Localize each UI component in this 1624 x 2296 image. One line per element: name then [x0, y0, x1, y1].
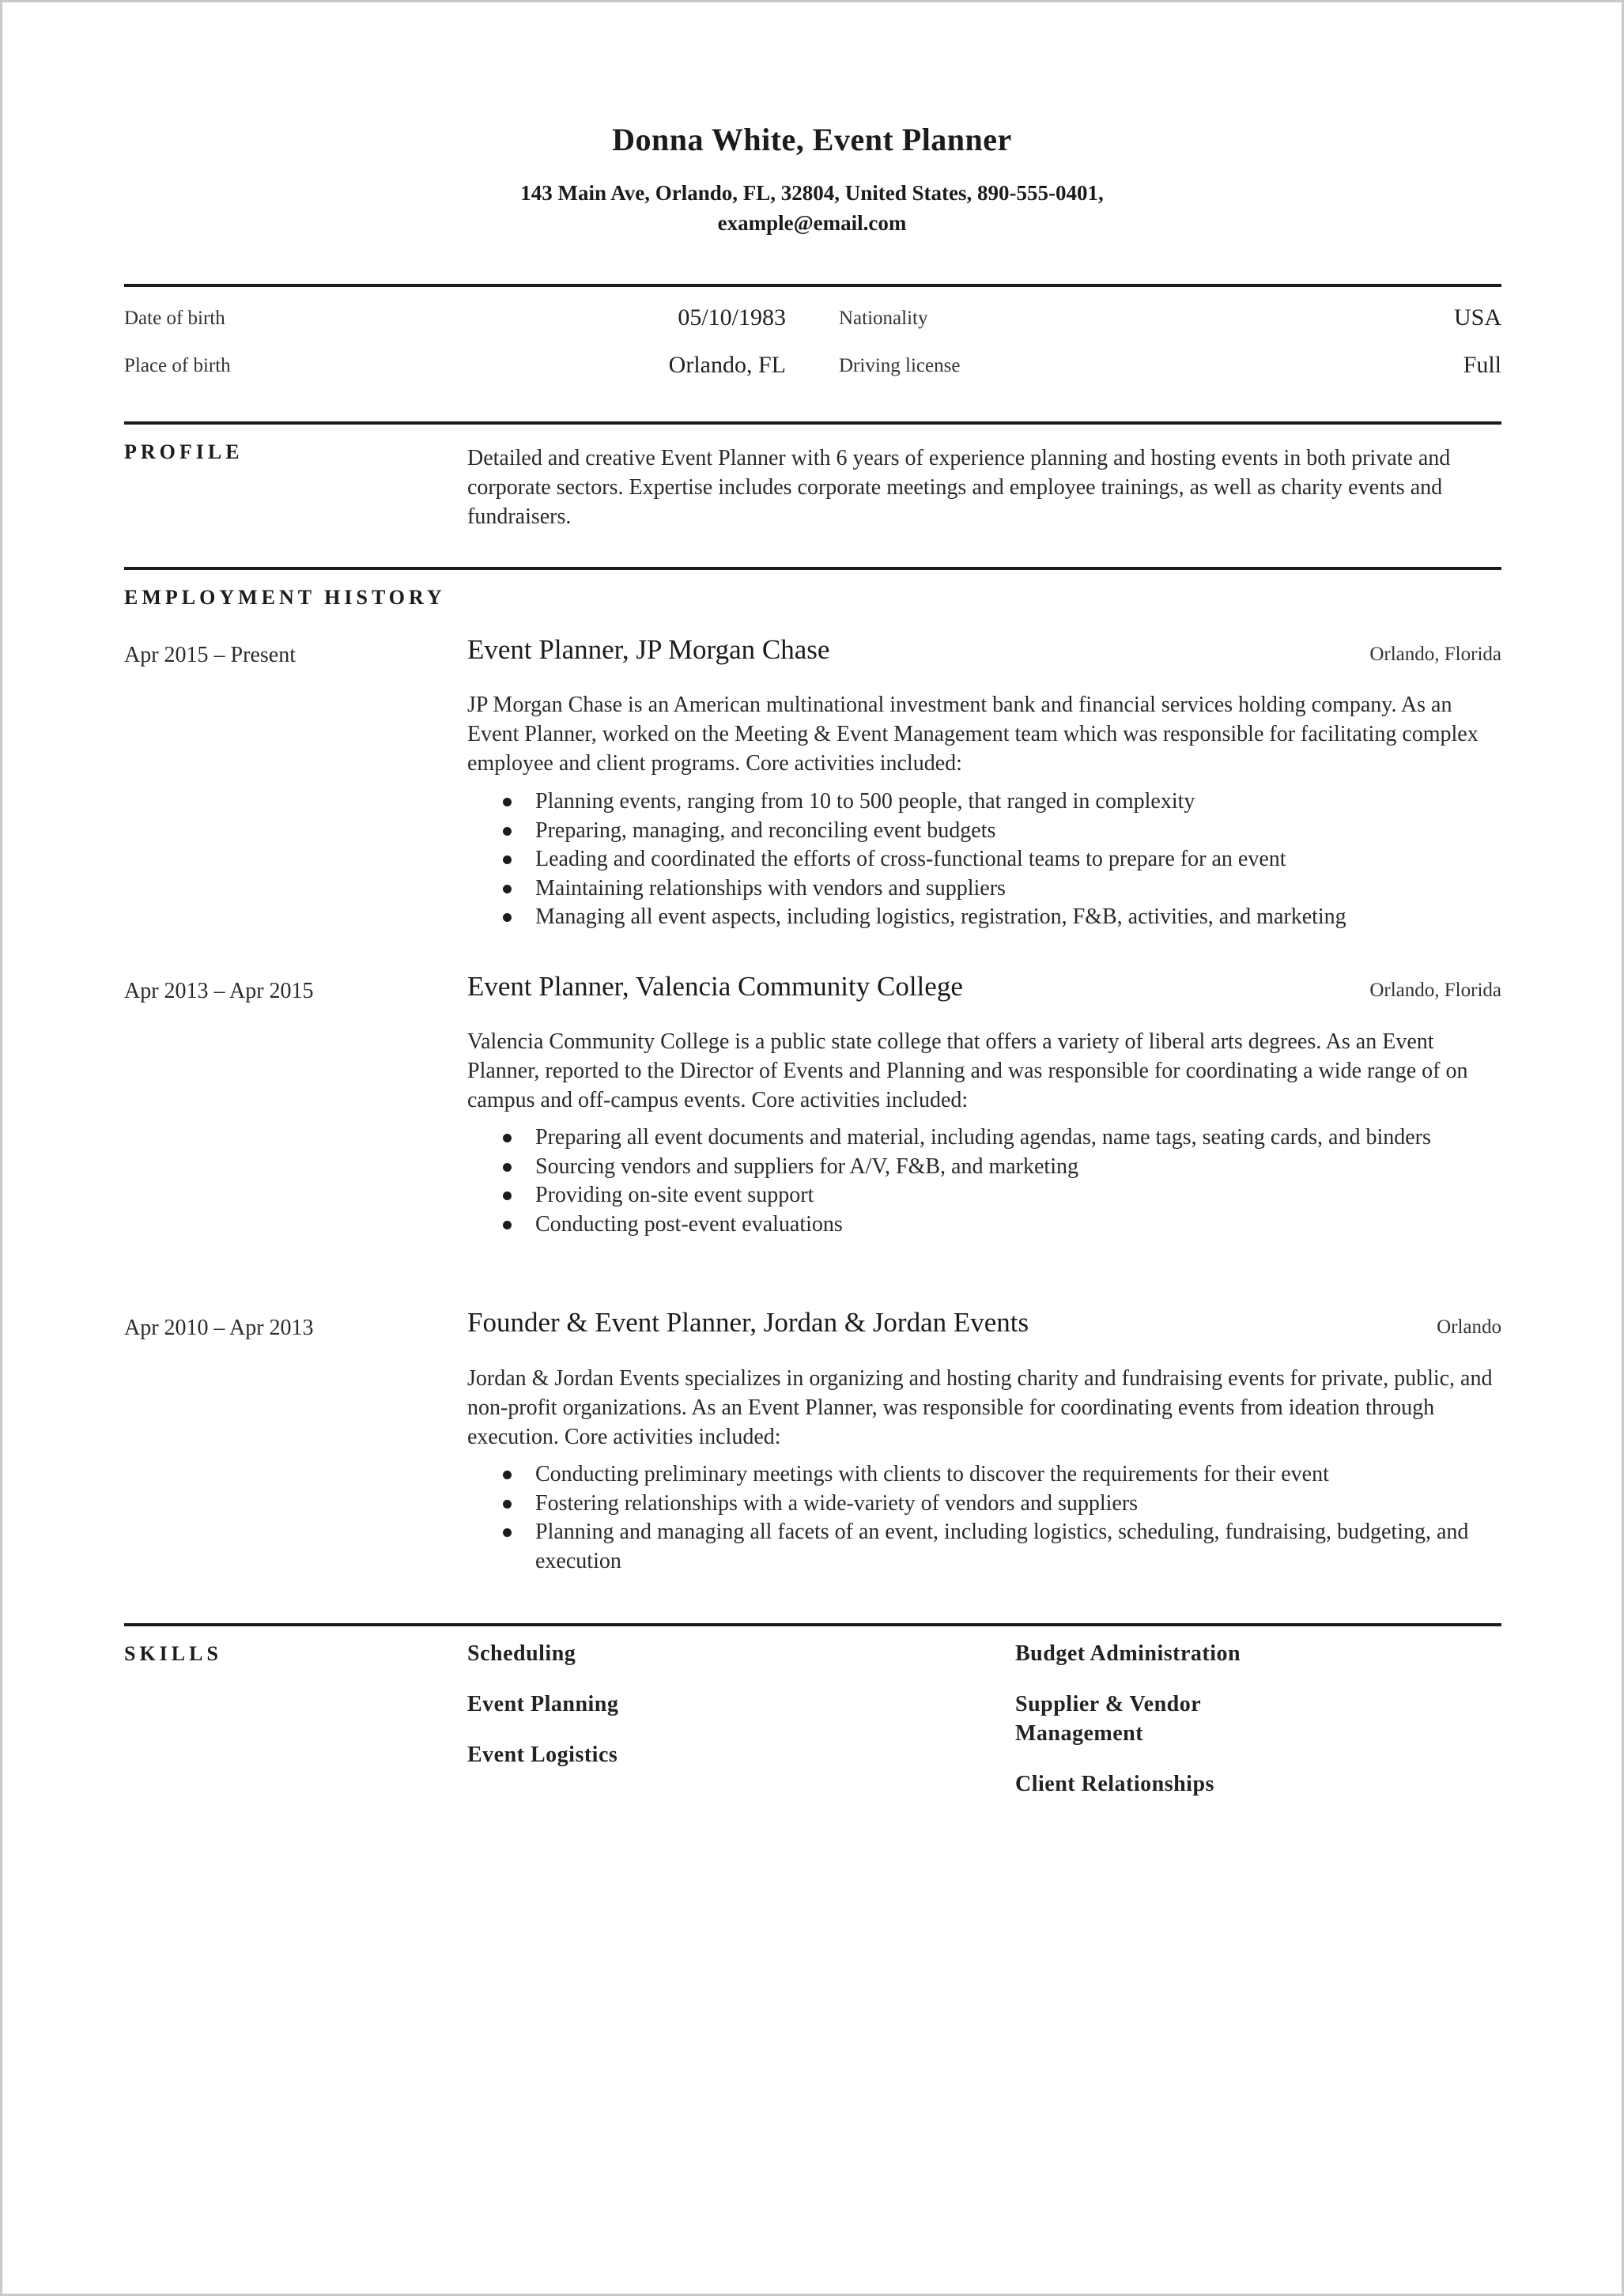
header-divider — [124, 284, 1501, 287]
dob-value: 05/10/1983 — [678, 304, 786, 330]
job-2-bullets — [467, 1123, 1524, 1239]
contact-info — [2, 178, 1622, 238]
pob-label: Place of birth — [124, 355, 231, 376]
employment-divider — [124, 567, 1501, 570]
job-2-location: Orlando, Florida — [1369, 980, 1501, 1001]
skill-item: Scheduling — [467, 1641, 576, 1666]
nationality-value: USA — [1453, 304, 1501, 330]
skill-item: Budget Administration — [1015, 1641, 1241, 1666]
skill-item: Supplier & Vendor Management — [1015, 1692, 1201, 1746]
list-item: Planning and managing all facets of an event, including logistics, scheduling, fundraising, budgeting, and execution — [535, 1518, 1524, 1576]
license-label: Driving license — [839, 355, 961, 376]
job-1-dates: Apr 2015 – Present — [124, 643, 296, 667]
list-item: Conducting preliminary meetings with clients to discover the requirements for their event — [535, 1460, 1524, 1490]
job-3-title: Founder & Event Planner, Jordan & Jordan Events — [467, 1307, 1029, 1338]
profile-text: Detailed and creative Event Planner with 6 years of experience planning and hosting events in both private and corporate sectors. Expertise includes corporate meetings and employee trainings, as well as charity events and fundraisers. — [467, 446, 1451, 529]
job-2-title: Event Planner, Valencia Community College — [467, 971, 963, 1002]
skills-divider — [124, 1623, 1501, 1626]
list-item: Conducting post-event evaluations — [535, 1210, 1524, 1240]
contact-email: example@email.com — [717, 211, 907, 235]
skills-heading: SKILLS — [124, 1642, 222, 1665]
job-1-title: Event Planner, JP Morgan Chase — [467, 634, 830, 665]
nationality-label: Nationality — [839, 308, 928, 329]
list-item: Preparing, managing, and reconciling event budgets — [535, 817, 1524, 846]
candidate-name: Donna White, Event Planner — [612, 122, 1012, 157]
list-item: Fostering relationships with a wide-variety of vendors and suppliers — [535, 1490, 1524, 1519]
job-3-location: Orlando — [1437, 1316, 1501, 1338]
job-2-description: Valencia Community College is a public state college that offers a variety of liberal arts degrees. As an Event Planner, reported to the Director of Events and Planning and was responsible for coordinating a wide range of on campus and off-campus events. Core activities included: — [467, 1029, 1468, 1112]
list-item: Leading and coordinated the efforts of cross-functional teams to prepare for an event — [535, 845, 1524, 874]
resume-page — [2, 2, 1622, 2294]
list-item: Providing on-site event support — [535, 1181, 1524, 1210]
skill-item: Event Logistics — [467, 1743, 618, 1767]
job-2-dates: Apr 2013 – Apr 2015 — [124, 979, 314, 1003]
list-item: Sourcing vendors and suppliers for A/V, F&B, and marketing — [535, 1153, 1524, 1182]
contact-address-phone: 143 Main Ave, Orlando, FL, 32804, United States, 890-555-0401, — [520, 181, 1104, 205]
dob-label: Date of birth — [124, 308, 225, 329]
job-1-bullets — [467, 787, 1524, 932]
skill-item: Event Planning — [467, 1692, 619, 1716]
list-item: Maintaining relationships with vendors and suppliers — [535, 874, 1524, 904]
license-value: Full — [1463, 352, 1501, 378]
job-1-location: Orlando, Florida — [1369, 644, 1501, 665]
list-item: Managing all event aspects, including logistics, registration, F&B, activities, and marketing — [535, 903, 1524, 932]
job-3-bullets — [467, 1460, 1524, 1576]
job-1-description: JP Morgan Chase is an American multinational investment bank and financial services holding company. As an Event Planner, worked on the Meeting & Event Management team which was responsible for facilitating complex employee and client programs. Core activities included: — [467, 693, 1479, 776]
list-item: Planning events, ranging from 10 to 500 people, that ranged in complexity — [535, 787, 1524, 817]
job-3-description: Jordan & Jordan Events specializes in organizing and hosting charity and fundraising events for private, public, and non-profit organizations. As an Event Planner, was responsible for coordinating events from ideation through execution. Core activities included: — [467, 1366, 1493, 1449]
employment-heading: EMPLOYMENT HISTORY — [124, 586, 446, 609]
skill-item: Client Relationships — [1015, 1772, 1214, 1796]
pob-value: Orlando, FL — [668, 352, 786, 378]
list-item: Preparing all event documents and material, including agendas, name tags, seating cards, and binders — [535, 1123, 1524, 1153]
profile-heading: PROFILE — [124, 440, 244, 463]
job-3-dates: Apr 2010 – Apr 2013 — [124, 1316, 314, 1340]
profile-divider — [124, 421, 1501, 425]
